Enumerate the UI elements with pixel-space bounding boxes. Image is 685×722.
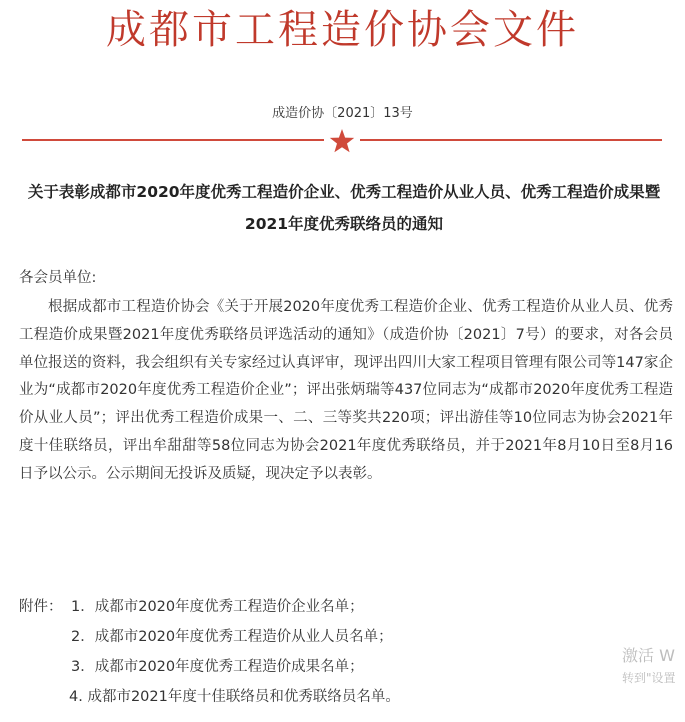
attachment-row xyxy=(19,592,619,622)
attachment-item: 3．成都市2020年度优秀工程造价成果名单； xyxy=(71,659,364,675)
watermark-line-1: 激活 W xyxy=(622,646,675,665)
divider-rule-left xyxy=(22,139,324,141)
attachments-list xyxy=(19,592,619,712)
notice-body: 根据成都市工程造价协会《关于开展2020年度优秀工程造价企业、优秀工程造价从业人员、优秀工程造价成果暨2021年度优秀联络员评选活动的通知》（成造价协〔2021〕7号）的要求，对各会员单位报送的资料，我会组织有关专家经过认真评审，现评出四川大家工程项目管理有限公司等147家企业为“成都市2020年度优秀工程造价企业”；评出张炳瑞等437位同志为“成都市2020年度优秀工程造价从业人员”；评出优秀工程造价成果一、二、三等奖共220项；评出游佳等10位同志为协会2021年度十佳联络员，评出牟甜甜等58位同志为协会2021年度优秀联络员，并于2021年8月10日至8月16日予以公示。公示期间无投诉及质疑，现决定予以表彰。 xyxy=(19,299,673,482)
attachment-item: 1．成都市2020年度优秀工程造价企业名单； xyxy=(71,599,364,615)
watermark-line-2: 转到"设置 xyxy=(622,671,676,685)
attachment-row xyxy=(19,682,619,712)
attachment-row xyxy=(19,652,619,682)
salutation: 各会员单位: xyxy=(19,270,97,286)
header-divider xyxy=(0,130,685,150)
divider-rule-right xyxy=(360,139,662,141)
windows-activation-watermark xyxy=(622,646,676,688)
attachment-item: 2．成都市2020年度优秀工程造价从业人员名单； xyxy=(71,629,393,645)
notice-title: 关于表彰成都市2020年度优秀工程造价企业、优秀工程造价从业人员、优秀工程造价成果暨2021年度优秀联络员的通知 xyxy=(27,183,661,233)
attachment-row xyxy=(19,622,619,652)
attachments-label: 附件： xyxy=(19,599,63,615)
document-number: 成造价协〔2021〕13号 xyxy=(272,106,413,121)
star-icon xyxy=(329,128,355,154)
document-header-title: 成都市工程造价协会文件 xyxy=(106,7,579,53)
attachment-item: 4. 成都市2021年度十佳联络员和优秀联络员名单。 xyxy=(69,689,400,705)
